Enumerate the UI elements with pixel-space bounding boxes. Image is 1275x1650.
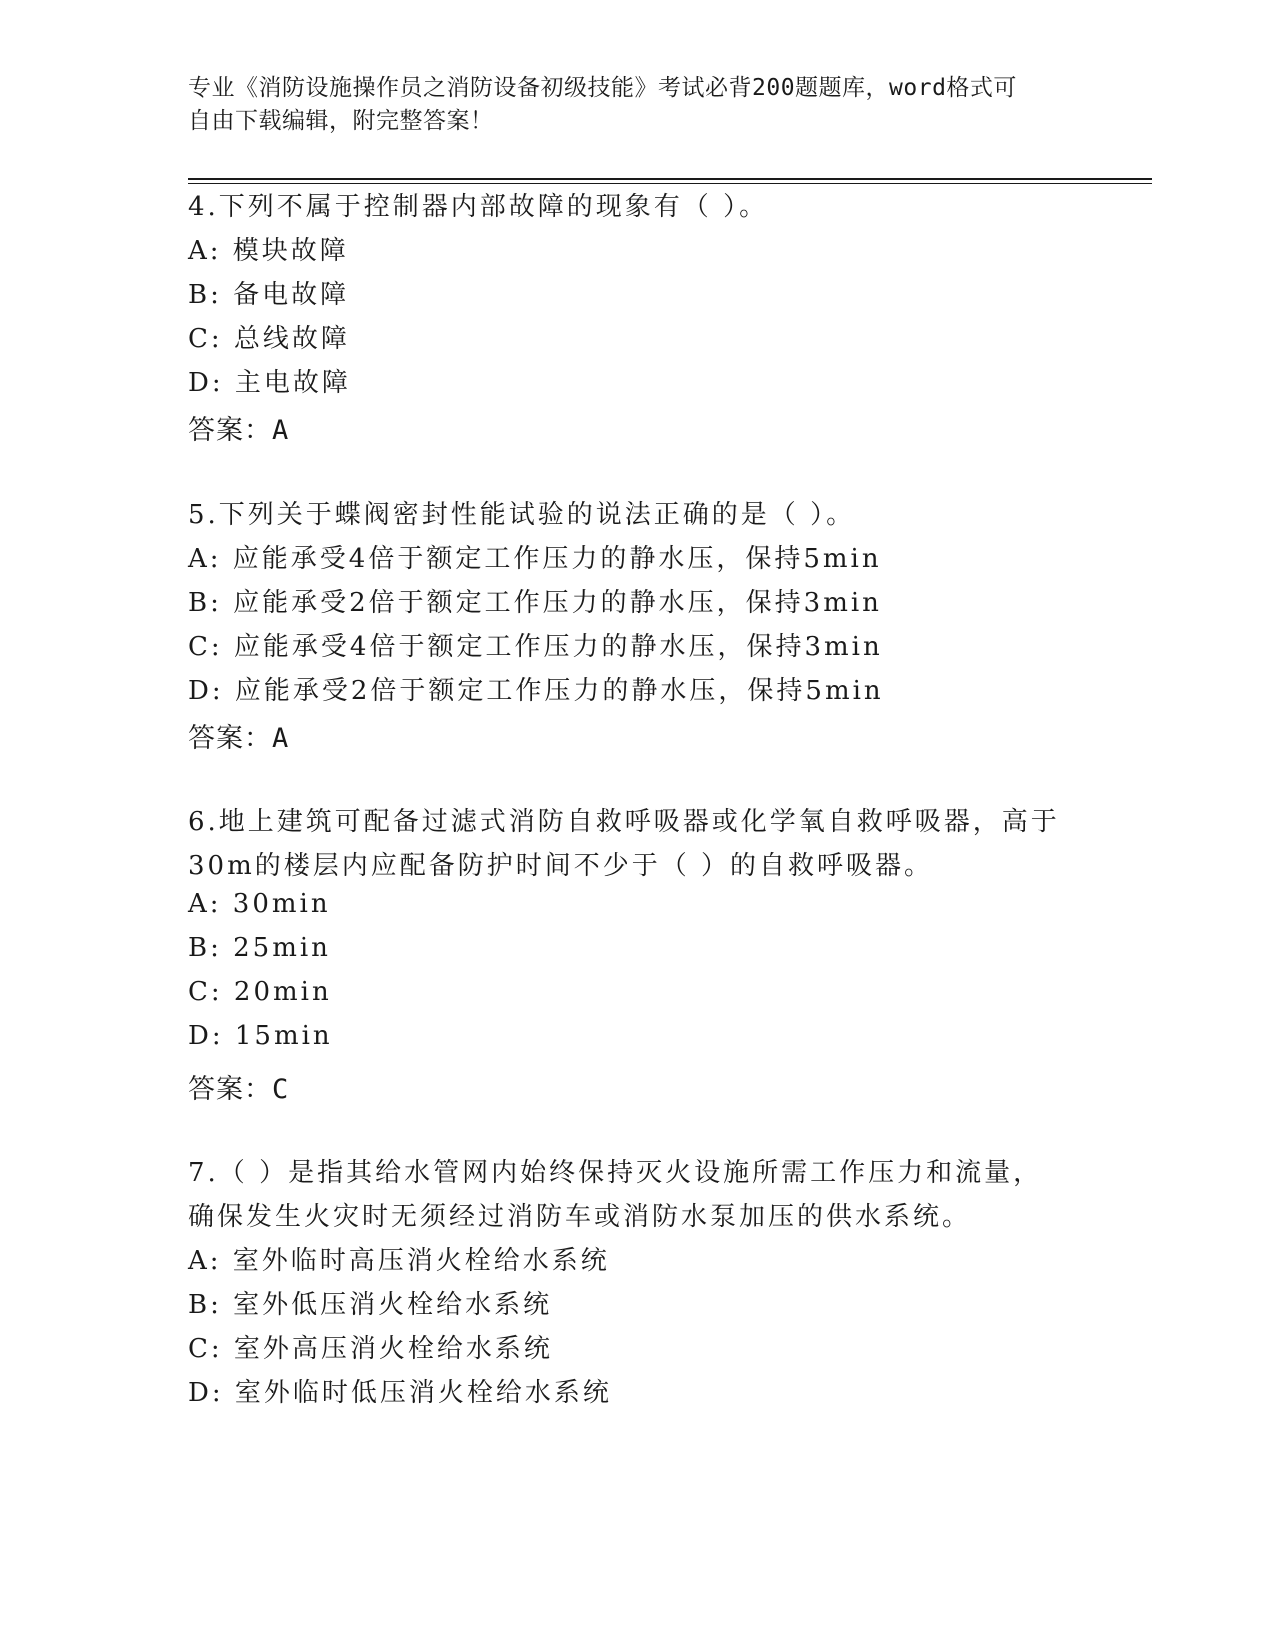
header-line-1: 专业《消防设施操作员之消防设备初级技能》考试必背200题题库，word格式可 — [188, 75, 1017, 101]
question-7-option-d: D: 室外临时低压消火栓给水系统 — [188, 1378, 612, 1408]
question-4-answer: 答案：A — [188, 415, 290, 446]
header-divider-thick — [188, 178, 1152, 180]
question-7-stem-line-1: 7.（ ）是指其给水管网内始终保持灭火设施所需工作压力和流量， — [188, 1158, 1043, 1188]
question-5-answer: 答案：A — [188, 723, 290, 754]
header-line-2: 自由下载编辑，附完整答案！ — [188, 108, 494, 134]
question-4-option-b: B: 备电故障 — [188, 280, 350, 310]
question-6-option-a: A: 30min — [188, 889, 331, 919]
question-6-option-c: C: 20min — [188, 977, 332, 1007]
question-4-option-c: C: 总线故障 — [188, 324, 350, 354]
question-7-option-a: A: 室外临时高压消火栓给水系统 — [188, 1246, 610, 1276]
question-5-stem: 5.下列关于蝶阀密封性能试验的说法正确的是（ ）。 — [188, 500, 856, 530]
question-5-option-b: B: 应能承受2倍于额定工作压力的静水压，保持3min — [188, 588, 882, 618]
question-6-option-b: B: 25min — [188, 933, 331, 963]
question-6-stem-line-2: 30m的楼层内应配备防护时间不少于（ ）的自救呼吸器。 — [188, 851, 934, 881]
question-7-stem-line-2: 确保发生火灾时无须经过消防车或消防水泵加压的供水系统。 — [188, 1202, 972, 1232]
question-6-option-d: D: 15min — [188, 1021, 333, 1051]
question-5-option-c: C: 应能承受4倍于额定工作压力的静水压，保持3min — [188, 632, 883, 662]
document-header — [188, 72, 1088, 138]
question-5-option-d: D: 应能承受2倍于额定工作压力的静水压，保持5min — [188, 676, 884, 706]
question-7-option-b: B: 室外低压消火栓给水系统 — [188, 1290, 553, 1320]
question-4-stem: 4.下列不属于控制器内部故障的现象有（ ）。 — [188, 192, 769, 222]
question-4-option-a: A: 模块故障 — [188, 236, 349, 266]
question-6-answer: 答案：C — [188, 1074, 290, 1105]
question-7-option-c: C: 室外高压消火栓给水系统 — [188, 1334, 553, 1364]
header-divider-thin — [188, 183, 1152, 184]
question-4-option-d: D: 主电故障 — [188, 368, 351, 398]
question-6-stem-line-1: 6.地上建筑可配备过滤式消防自救呼吸器或化学氧自救呼吸器，高于 — [188, 807, 1060, 837]
question-5-option-a: A: 应能承受4倍于额定工作压力的静水压，保持5min — [188, 544, 882, 574]
